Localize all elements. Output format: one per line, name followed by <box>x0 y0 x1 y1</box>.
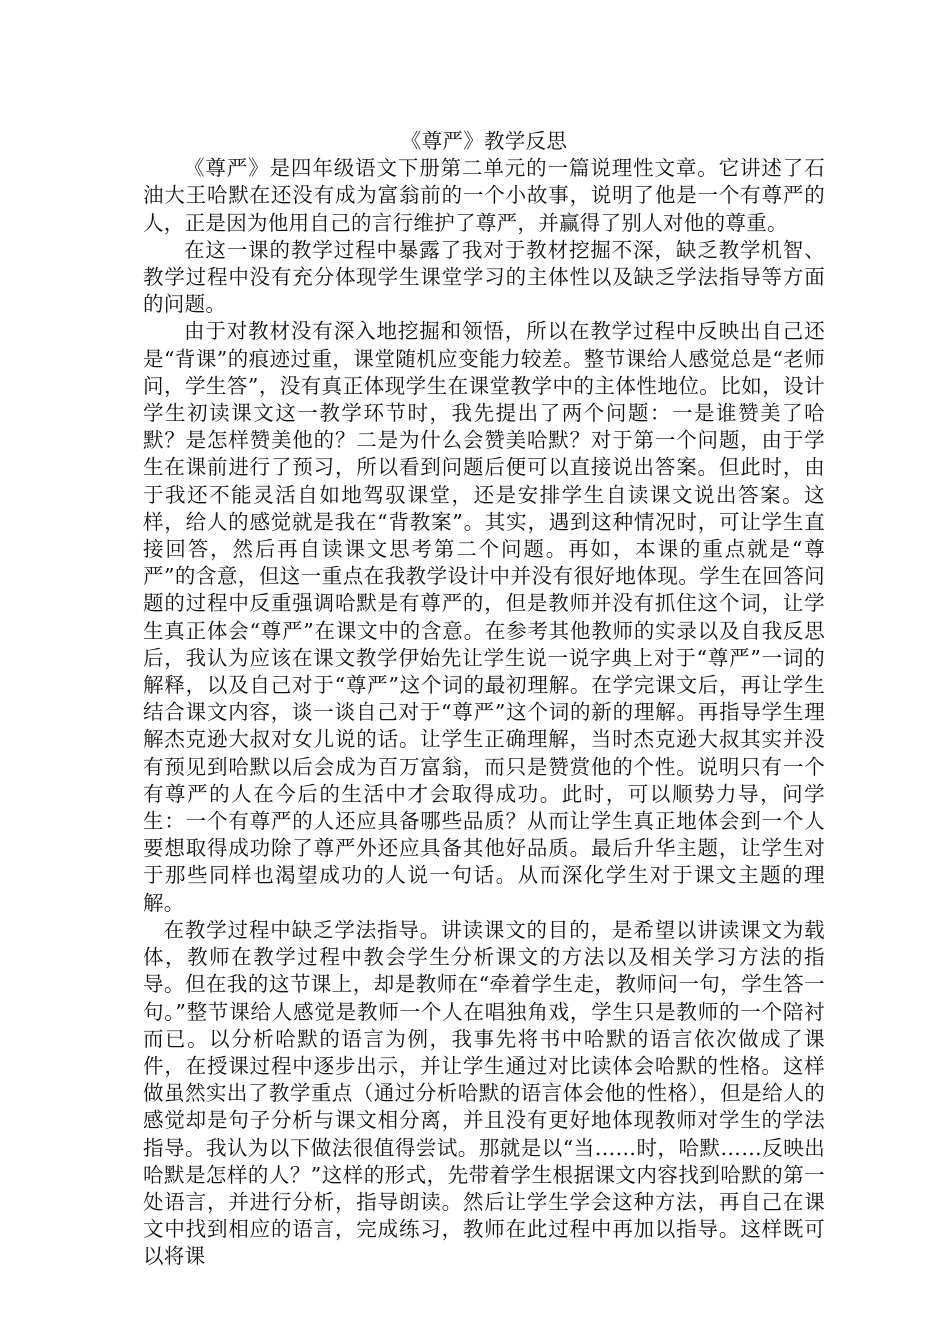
document-body <box>143 128 825 1271</box>
paragraph-intro: 《尊严》是四年级语文下册第二单元的一篇说理性文章。它讲述了石油大王哈默在还没有成为富翁前的一个小故事，说明了他是一个有尊严的人，正是因为他用自己的言行维护了尊严，并赢得了别人对他的尊重。 <box>143 156 825 235</box>
paragraph-textbook-analysis: 由于对教材没有深入地挖掘和领悟，所以在教学过程中反映出自己还是“背课”的痕迹过重，课堂随机应变能力较差。整节课给人感觉总是“老师问，学生答”，没有真正体现学生在课堂教学中的主体性地位。比如，设计学生初读课文这一教学环节时，我先提出了两个问题：一是谁赞美了哈默？是怎样赞美他的？二是为什么会赞美哈默？对于第一个问题，由于学生在课前进行了预习，所以看到问题后便可以直接说出答案。但此时，由于我还不能灵活自如地驾驭课堂，还是安排学生自读课文说出答案。这样，给人的感觉就是我在“背教案”。其实，遇到这种情况时，可让学生直接回答，然后再自读课文思考第二个问题。再如，本课的重点就是“尊严”的含意，但这一重点在我教学设计中并没有很好地体现。学生在回答问题的过程中反重强调哈默是有尊严的，但是教师并没有抓住这个词，让学生真正体会“尊严”在课文中的含意。在参考其他教师的实录以及自我反思后，我认为应该在课文教学伊始先让学生说一说字典上对于“尊严”一词的解释，以及自己对于“尊严”这个词的最初理解。在学完课文后，再让学生结合课文内容，谈一谈自己对于“尊严”这个词的新的理解。再指导学生理解杰克逊大叔对女儿说的话。让学生正确理解，当时杰克逊大叔其实并没有预见到哈默以后会成为百万富翁，而只是赞赏他的个性。说明只有一个有尊严的人在今后的生活中才会取得成功。此时，可以顺势力导，问学生：一个有尊严的人还应具备哪些品质？从而让学生真正地体会到一个人要想取得成功除了尊严外还应具备其他好品质。最后升华主题，让学生对于那些同样也渴望成功的人说一句话。从而深化学生对于课文主题的理解。 <box>143 319 825 915</box>
paragraph-method-guidance: 在教学过程中缺乏学法指导。讲读课文的目的，是希望以讲读课文为载体，教师在教学过程中教会学生分析课文的方法以及相关学习方法的指导。但在我的这节课上，却是教师在“牵着学生走，教师问一句，学生答一句。”整节课给人感觉是教师一个人在唱独角戏，学生只是教师的一个陪衬而已。以分析哈默的语言为例，我事先将书中哈默的语言依次做成了课件，在授课过程中逐步出示，并让学生通过对比读体会哈默的性格。这样做虽然实出了教学重点（通过分析哈默的语言体会他的性格），但是给人的感觉却是句子分析与课文相分离，并且没有更好地体现教师对学生的学法指导。我认为以下做法很值得尝试。那就是以“当……时，哈默……反映出哈默是怎样的人？”这样的形式，先带着学生根据课文内容找到哈默的第一处语言，并进行分析，指导朗读。然后让学生学会这种方法，再自己在课文中找到相应的语言，完成练习，教师在此过程中再加以指导。这样既可以将课 <box>143 917 825 1269</box>
paragraph-problems: 在这一课的教学过程中暴露了我对于教材挖掘不深，缺乏教学机智、教学过程中没有充分体现学生课堂学习的主体性以及缺乏学法指导等方面的问题。 <box>143 237 825 317</box>
document-title: 《尊严》教学反思 <box>400 129 568 153</box>
